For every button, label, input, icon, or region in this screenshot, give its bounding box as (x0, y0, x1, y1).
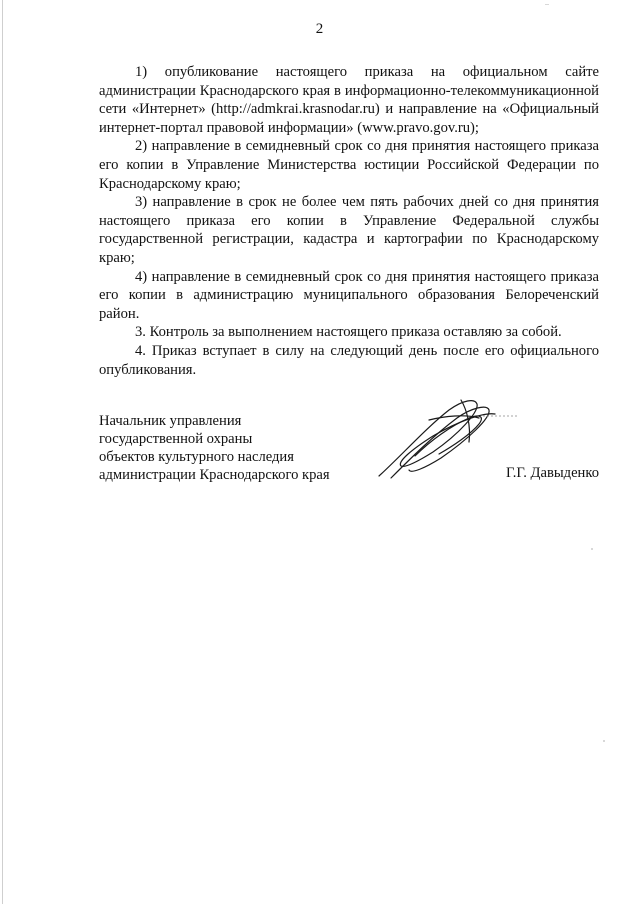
paragraph-control: 3. Контроль за выполнением настоящего приказа оставляю за собой. (135, 324, 562, 341)
signature-block (99, 412, 599, 492)
scan-speck (545, 4, 549, 5)
scan-speck (603, 740, 605, 742)
paragraph-item-2: 2) направление в семидневный срок со дня принятия настоящего приказа его копии в Управление Министерства юстиции Российской Федерации по Краснодарскому краю; (99, 138, 599, 192)
paragraph-item-1: 1) опубликование настоящего приказа на официальном сайте администрации Краснодарского края в информационно-телекоммуникационной сети «Интернет» (http://admkrai.krasnodar.ru) и направление на «Официальный интернет-портал правовой информации» (www.pravo.gov.ru); (99, 64, 599, 136)
position-line: государственной охраны (99, 431, 253, 447)
position-line: Начальник управления (99, 413, 242, 429)
document-body (99, 63, 599, 379)
paragraph-item-4: 4) направление в семидневный срок со дня принятия настоящего приказа его копии в администрацию муниципального образования Белореченский район. (99, 268, 599, 322)
scan-speck (591, 548, 593, 550)
scan-edge-line (2, 0, 3, 904)
position-line: администрации Краснодарского края (99, 467, 330, 483)
paragraph-item-3: 3) направление в срок не более чем пять рабочих дней со дня принятия настоящего приказа его копии в Управление Федеральной службы государственной регистрации, кадастра и картографии по Краснодарскому краю; (99, 194, 599, 266)
page-number: 2 (315, 21, 324, 37)
paragraph-effective-date: 4. Приказ вступает в силу на следующий день после его официального опубликования. (99, 342, 599, 378)
position-line: объектов культурного наследия (99, 449, 294, 465)
signatory-position (99, 412, 330, 484)
signatory-name: Г.Г. Давыденко (505, 465, 599, 481)
handwritten-signature (371, 396, 521, 480)
